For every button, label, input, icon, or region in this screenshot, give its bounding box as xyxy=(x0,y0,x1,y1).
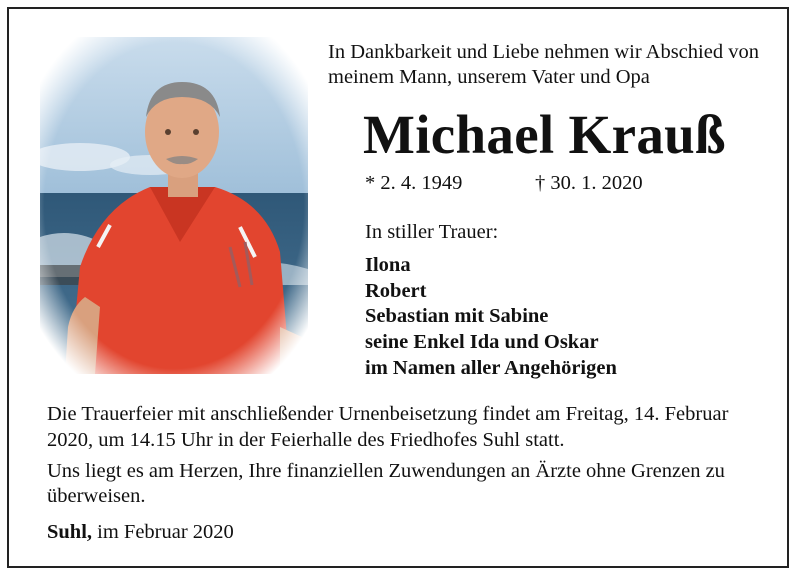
portrait-photo xyxy=(40,37,308,374)
mourner-item: seine Enkel Ida und Oskar xyxy=(365,331,599,354)
mourner-item: Robert xyxy=(365,279,427,302)
mourner-item: im Namen aller Angehörigen xyxy=(365,356,617,379)
mourner-item: Ilona xyxy=(365,254,411,276)
place-city: Suhl, xyxy=(47,521,93,543)
place-date xyxy=(47,521,234,544)
portrait-photo-icon xyxy=(40,37,308,374)
donation-note: Uns liegt es am Herzen, Ihre finanziellen Zuwendungen an Ärzte ohne Grenzen zu überweisen. xyxy=(47,460,725,507)
deceased-name: Michael Krauß xyxy=(363,104,726,165)
ceremony-info: Die Trauerfeier mit anschließender Urnenbeisetzung findet am Freitag, 14. Februar 2020, um 14.15 Uhr in der Feierhalle des Friedhofes Suhl statt. xyxy=(47,403,729,451)
grief-heading: In stiller Trauer: xyxy=(365,221,499,243)
intro-text: In Dankbarkeit und Liebe nehmen wir Abschied von meinem Mann, unserem Vater und Opa xyxy=(328,41,759,88)
mourner-item: Sebastian mit Sabine xyxy=(365,305,549,328)
birth-date: * 2. 4. 1949 xyxy=(365,172,463,194)
mourners-list xyxy=(365,253,617,382)
death-date: † 30. 1. 2020 xyxy=(535,172,643,194)
place-month: im Februar 2020 xyxy=(97,521,234,543)
